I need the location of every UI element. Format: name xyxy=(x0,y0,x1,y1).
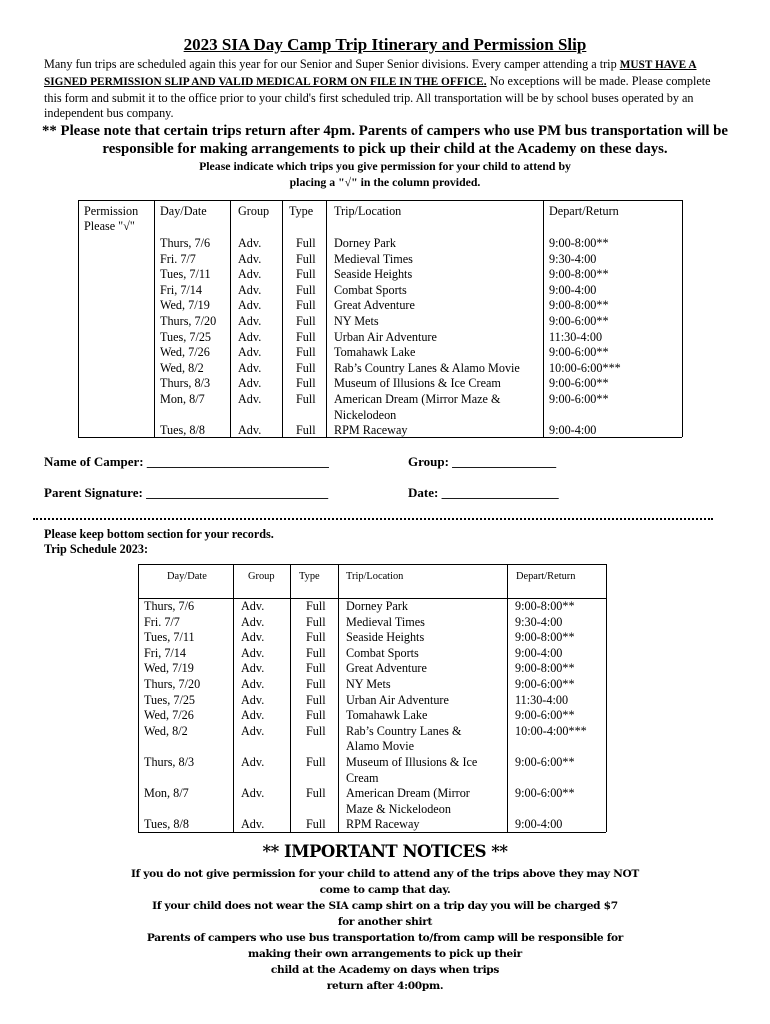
trip-depart-return: 9:00-6:00** xyxy=(549,376,609,391)
schedule-location-line-2: Alamo Movie xyxy=(346,739,415,754)
schedule-location: Museum of Illusions & Ice xyxy=(346,755,478,769)
schedule-group: Adv. xyxy=(241,708,265,723)
trip-location: RPM Raceway xyxy=(334,423,408,438)
trip-group: Adv. xyxy=(238,282,262,297)
trip-day: Tues, 8/8 xyxy=(160,423,205,438)
important-notices-title: ** IMPORTANT NOTICES ** xyxy=(262,842,508,861)
schedule-location: RPM Raceway xyxy=(346,817,420,832)
trip-depart-return: 9:00-4:00 xyxy=(549,423,597,438)
important-notice-line: child at the Academy on days when trips xyxy=(270,964,500,976)
trip-type: Full xyxy=(296,236,316,250)
trip-group: Adv. xyxy=(238,360,262,375)
trip-depart-return: 9:00-6:00** xyxy=(549,314,609,328)
trip-type: Full xyxy=(296,282,316,297)
important-notice-line: If your child does not wear the SIA camp shirt on a trip day you will be charged $7 xyxy=(152,900,618,912)
trip-depart-return: 9:00-8:00** xyxy=(549,298,609,313)
schedule-day: Fri, 7/14 xyxy=(144,645,186,660)
camper-name-field[interactable]: Name of Camper: ____________________________ xyxy=(44,454,329,469)
trip-depart-return: 9:00-4:00 xyxy=(549,282,597,297)
schedule-location: Medieval Times xyxy=(346,614,425,629)
day-column-header: Day/Date xyxy=(160,204,207,218)
schedule-day: Thurs, 8/3 xyxy=(144,755,195,769)
trip-group: Adv. xyxy=(238,251,262,266)
schedule-group: Adv. xyxy=(241,677,265,691)
group-field[interactable]: Group: ________________ xyxy=(408,454,557,469)
trip-location: American Dream (Mirror Maze & xyxy=(334,392,501,406)
schedule-depart-return: 9:00-8:00** xyxy=(515,630,575,645)
schedule-depart-return: 9:30-4:00 xyxy=(515,614,563,629)
schedule-location-line-2: Cream xyxy=(346,770,379,785)
important-notice-line: Parents of campers who use bus transportation to/from camp will be responsible for xyxy=(146,932,624,944)
schedule-depart-return: 9:00-6:00** xyxy=(515,755,575,769)
trip-depart-return: 9:30-4:00 xyxy=(549,251,597,266)
trip-group: Adv. xyxy=(238,392,262,406)
trip-depart-return: 11:30-4:00 xyxy=(549,329,603,344)
trip-location: Medieval Times xyxy=(334,251,413,266)
parent-signature-field[interactable]: Parent Signature: ____________________________ xyxy=(44,485,329,500)
schedule-depart-header: Depart/Return xyxy=(516,571,576,582)
schedule-type: Full xyxy=(306,614,326,629)
intro-text-after: No exceptions will be made. Please complete this form and submit it to the office prior to your child's first scheduled trip. All transportation will be by school buses operated by an independent bus company. xyxy=(44,73,711,121)
schedule-depart-return: 9:00-6:00** xyxy=(515,708,575,723)
trip-day: Wed, 7/19 xyxy=(160,298,210,313)
trip-day: Thurs, 7/20 xyxy=(160,314,217,328)
important-notice-line: If you do not give permission for your child to attend any of the trips above they may NOT xyxy=(130,868,640,880)
schedule-group: Adv. xyxy=(241,630,265,645)
trip-location-line-2: Nickelodeon xyxy=(334,407,397,422)
trip-type: Full xyxy=(296,314,316,328)
trip-depart-return: 9:00-6:00** xyxy=(549,345,609,360)
trip-type: Full xyxy=(296,329,316,344)
trip-location: Urban Air Adventure xyxy=(334,329,437,344)
trip-day: Fri. 7/7 xyxy=(160,251,196,266)
trip-day: Wed, 7/26 xyxy=(160,345,210,360)
intro-text: Many fun trips are scheduled again this year for our Senior and Super Senior divisions. Every camper attending a trip xyxy=(44,57,620,71)
type-column-header: Type xyxy=(289,204,314,218)
schedule-group: Adv. xyxy=(241,723,265,738)
trip-group: Adv. xyxy=(238,236,262,250)
trip-location: Rab’s Country Lanes & Alamo Movie xyxy=(334,360,520,375)
schedule-location: Urban Air Adventure xyxy=(346,692,449,707)
records-line-2: Trip Schedule 2023: xyxy=(44,542,149,556)
trip-depart-return: 9:00-8:00** xyxy=(549,267,609,282)
important-notice-line: for another shirt xyxy=(337,916,433,928)
trip-location: Tomahawk Lake xyxy=(334,345,416,360)
trip-group: Adv. xyxy=(238,376,262,391)
trip-group: Adv. xyxy=(238,298,262,313)
records-line-1: Please keep bottom section for your records. xyxy=(44,527,274,541)
schedule-type-header: Type xyxy=(299,571,320,582)
trip-day: Wed, 8/2 xyxy=(160,360,204,375)
trip-type: Full xyxy=(296,267,316,282)
page-title: 2023 SIA Day Camp Trip Itinerary and Permission Slip xyxy=(183,35,587,54)
schedule-location: Combat Sports xyxy=(346,645,419,660)
trip-type: Full xyxy=(296,423,316,438)
trip-location: Combat Sports xyxy=(334,282,407,297)
schedule-type: Full xyxy=(306,817,326,832)
trip-day: Tues, 7/11 xyxy=(160,267,211,282)
schedule-depart-return: 11:30-4:00 xyxy=(515,692,569,707)
schedule-location: Dorney Park xyxy=(346,599,408,613)
trip-group: Adv. xyxy=(238,314,262,328)
schedule-depart-return: 9:00-6:00** xyxy=(515,786,575,801)
schedule-day-header: Day/Date xyxy=(167,571,207,582)
schedule-group: Adv. xyxy=(241,817,265,832)
trip-day: Tues, 7/25 xyxy=(160,329,212,344)
location-column-header: Trip/Location xyxy=(334,204,402,218)
trip-location: Museum of Illusions & Ice Cream xyxy=(334,376,501,391)
schedule-location-line-2: Maze & Nickelodeon xyxy=(346,801,451,816)
trip-day: Thurs, 7/6 xyxy=(160,236,211,250)
schedule-type: Full xyxy=(306,692,326,707)
schedule-depart-return: 10:00-4:00*** xyxy=(515,723,587,738)
trip-group: Adv. xyxy=(238,267,262,282)
depart-column-header: Depart/Return xyxy=(549,204,619,218)
date-field[interactable]: Date: __________________ xyxy=(408,485,559,500)
trip-location: NY Mets xyxy=(334,314,379,328)
schedule-day: Mon, 8/7 xyxy=(144,786,189,801)
schedule-depart-return: 9:00-8:00** xyxy=(515,599,575,613)
schedule-type: Full xyxy=(306,645,326,660)
important-notice-line: making their own arrangements to pick up their xyxy=(248,948,522,960)
pickup-notice: ** Please note that certain trips return after 4pm. Parents of campers who use PM bus transportation will be responsible for making arrangements to pick up their child at the Academy on these days. xyxy=(42,123,728,157)
trip-group: Adv. xyxy=(238,423,262,438)
trip-type: Full xyxy=(296,376,316,391)
trip-day: Mon, 8/7 xyxy=(160,392,205,406)
permission-header-line-2: Please "√" xyxy=(84,219,135,233)
schedule-depart-return: 9:00-4:00 xyxy=(515,645,563,660)
schedule-group: Adv. xyxy=(241,786,265,801)
schedule-day: Thurs, 7/20 xyxy=(144,677,201,691)
permission-header-line-1: Permission xyxy=(84,204,139,218)
trip-depart-return: 9:00-6:00** xyxy=(549,392,609,406)
schedule-type: Full xyxy=(306,661,326,676)
indicate-line-2: placing a "√" in the column provided. xyxy=(289,175,481,189)
schedule-location: Tomahawk Lake xyxy=(346,708,428,723)
trip-day: Fri, 7/14 xyxy=(160,282,202,297)
trip-location: Seaside Heights xyxy=(334,267,413,282)
schedule-type: Full xyxy=(306,708,326,723)
schedule-day: Thurs, 7/6 xyxy=(144,599,195,613)
important-notices xyxy=(120,866,650,994)
trip-group: Adv. xyxy=(238,329,262,344)
schedule-type: Full xyxy=(306,786,326,801)
trip-group: Adv. xyxy=(238,345,262,360)
schedule-type: Full xyxy=(306,599,326,613)
schedule-day: Wed, 7/19 xyxy=(144,661,194,676)
trip-type: Full xyxy=(296,345,316,360)
schedule-type: Full xyxy=(306,677,326,691)
schedule-type: Full xyxy=(306,723,326,738)
trip-depart-return: 9:00-8:00** xyxy=(549,236,609,250)
trip-day: Thurs, 8/3 xyxy=(160,376,211,391)
schedule-type: Full xyxy=(306,630,326,645)
schedule-group: Adv. xyxy=(241,661,265,676)
schedule-day: Tues, 8/8 xyxy=(144,817,189,832)
schedule-day: Wed, 7/26 xyxy=(144,708,194,723)
schedule-depart-return: 9:00-6:00** xyxy=(515,677,575,691)
schedule-group: Adv. xyxy=(241,599,265,613)
intro-emphasis: MUST HAVE A SIGNED PERMISSION SLIP AND VALID MEDICAL FORM ON FILE IN THE OFFICE. xyxy=(44,59,697,88)
schedule-group-header: Group xyxy=(248,571,275,582)
schedule-day: Tues, 7/11 xyxy=(144,630,195,645)
schedule-type: Full xyxy=(306,755,326,769)
schedule-group: Adv. xyxy=(241,614,265,629)
schedule-depart-return: 9:00-8:00** xyxy=(515,661,575,676)
schedule-location: Great Adventure xyxy=(346,661,427,676)
schedule-depart-return: 9:00-4:00 xyxy=(515,817,563,832)
schedule-day: Wed, 8/2 xyxy=(144,723,188,738)
important-notice-line: return after 4:00pm. xyxy=(326,980,444,992)
schedule-location: NY Mets xyxy=(346,677,391,691)
schedule-day: Tues, 7/25 xyxy=(144,692,196,707)
trip-depart-return: 10:00-6:00*** xyxy=(549,360,621,375)
trip-type: Full xyxy=(296,251,316,266)
trip-type: Full xyxy=(296,360,316,375)
schedule-day: Fri. 7/7 xyxy=(144,614,180,629)
schedule-location: Rab’s Country Lanes & xyxy=(346,723,462,738)
indicate-line-1: Please indicate which trips you give permission for your child to attend by xyxy=(199,159,571,173)
trip-type: Full xyxy=(296,392,316,406)
schedule-group: Adv. xyxy=(241,755,265,769)
schedule-location-header: Trip/Location xyxy=(346,571,404,582)
schedule-group: Adv. xyxy=(241,645,265,660)
trip-location: Great Adventure xyxy=(334,298,415,313)
schedule-location: Seaside Heights xyxy=(346,630,425,645)
trip-location: Dorney Park xyxy=(334,236,396,250)
trip-type: Full xyxy=(296,298,316,313)
group-column-header: Group xyxy=(238,204,270,218)
important-notice-line: come to camp that day. xyxy=(319,884,451,896)
schedule-group: Adv. xyxy=(241,692,265,707)
schedule-location: American Dream (Mirror xyxy=(346,786,470,801)
